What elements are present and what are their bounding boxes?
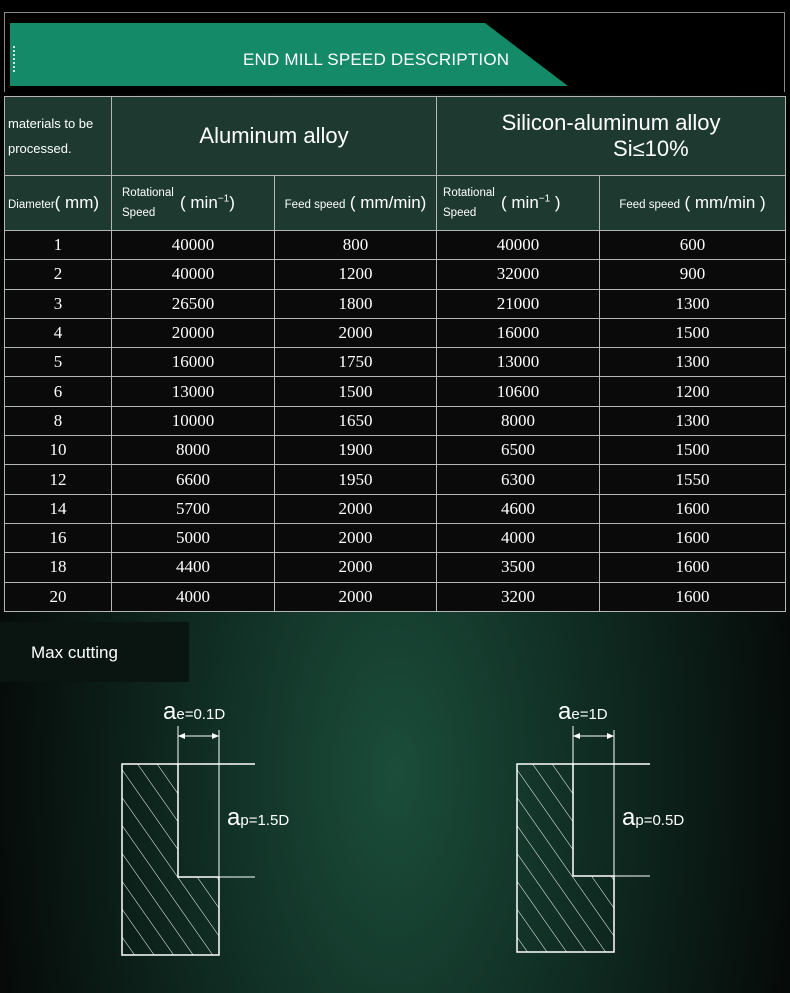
diameter-cell: 6 (5, 377, 112, 406)
al-feed-speed-cell: 1800 (275, 289, 437, 318)
al-rotational-speed-cell: 10000 (112, 406, 275, 435)
rotational-unit-exp: −1 (217, 193, 230, 205)
ae-label-left (163, 698, 225, 726)
si-rotational-speed-cell: 21000 (437, 289, 600, 318)
al-feed-speed-cell: 1900 (275, 436, 437, 465)
al-feed-speed-cell: 1950 (275, 465, 437, 494)
rotational-unit-exp: −1 (538, 193, 551, 205)
feed-label-1: Feed speed (284, 199, 346, 211)
si-feed-speed-cell: 1500 (600, 436, 786, 465)
si-rotational-speed-cell: 10600 (437, 377, 600, 406)
si-feed-speed-cell: 1300 (600, 289, 786, 318)
al-rotational-speed-cell: 4400 (112, 553, 275, 582)
si-feed-speed-cell: 1200 (600, 377, 786, 406)
rotational-speed-label-2 (443, 183, 501, 223)
cutting-diagram-right (500, 690, 770, 970)
diameter-header (5, 176, 112, 231)
table-row (5, 582, 786, 611)
rotational-unit-close: ) (550, 193, 561, 212)
cutting-diagram-left (105, 690, 375, 970)
si-rotational-speed-cell: 6500 (437, 436, 600, 465)
si-feed-speed-cell: 600 (600, 231, 786, 260)
table-row (5, 289, 786, 318)
feed-speed-header-2 (600, 176, 786, 231)
rotational-label-line2: Speed (443, 207, 477, 219)
al-rotational-speed-cell: 13000 (112, 377, 275, 406)
column-header-row (5, 176, 786, 231)
si-rotational-speed-cell: 16000 (437, 318, 600, 347)
si-rotational-speed-cell: 13000 (437, 348, 600, 377)
banner-title: END MILL SPEED DESCRIPTION (243, 50, 510, 69)
si-feed-speed-cell: 1600 (600, 553, 786, 582)
rotational-label-line1: Rotational (122, 187, 174, 199)
al-feed-speed-cell: 2000 (275, 494, 437, 523)
rotational-unit-base: ( min (180, 193, 218, 212)
al-rotational-speed-cell: 16000 (112, 348, 275, 377)
si-feed-speed-cell: 1300 (600, 406, 786, 435)
table-row (5, 348, 786, 377)
si-rotational-speed-cell: 8000 (437, 406, 600, 435)
ae-label-right (558, 698, 608, 726)
al-feed-speed-cell: 1750 (275, 348, 437, 377)
si-rotational-speed-cell: 6300 (437, 465, 600, 494)
table-row (5, 377, 786, 406)
aluminum-alloy-header: Aluminum alloy (112, 97, 437, 176)
diameter-cell: 20 (5, 582, 112, 611)
table-row (5, 260, 786, 289)
al-rotational-speed-cell: 40000 (112, 231, 275, 260)
table-row (5, 318, 786, 347)
si-feed-speed-cell: 1300 (600, 348, 786, 377)
rotational-speed-header-2 (437, 176, 600, 231)
diameter-unit: ( mm) (54, 193, 100, 212)
si-feed-speed-cell: 1600 (600, 523, 786, 552)
data-rows (5, 231, 786, 612)
si-rotational-speed-cell: 3200 (437, 582, 600, 611)
si-feed-speed-cell: 1550 (600, 465, 786, 494)
diameter-cell: 10 (5, 436, 112, 465)
al-rotational-speed-cell: 4000 (112, 582, 275, 611)
al-feed-speed-cell: 1650 (275, 406, 437, 435)
arrow-left-icon (178, 733, 185, 739)
rotational-label-line2: Speed (122, 207, 156, 219)
si-feed-speed-cell: 1600 (600, 494, 786, 523)
diameter-cell: 16 (5, 523, 112, 552)
ap-label-right (622, 804, 684, 832)
table-row (5, 231, 786, 260)
diameter-cell: 4 (5, 318, 112, 347)
al-rotational-speed-cell: 40000 (112, 260, 275, 289)
al-rotational-speed-cell: 5000 (112, 523, 275, 552)
materials-label-line1: materials to be (8, 116, 94, 131)
rotational-speed-header-1 (112, 176, 275, 231)
rotational-unit-1 (180, 193, 235, 213)
diameter-cell: 8 (5, 406, 112, 435)
max-cutting-label: Max cutting (31, 643, 118, 662)
table-row (5, 465, 786, 494)
feed-unit-1: ( mm/min) (349, 193, 427, 212)
si-feed-speed-cell: 1600 (600, 582, 786, 611)
ap-symbol: a (622, 804, 636, 831)
al-rotational-speed-cell: 26500 (112, 289, 275, 318)
diameter-cell: 1 (5, 231, 112, 260)
ap-symbol: a (227, 804, 241, 831)
rotational-unit-2 (501, 193, 561, 213)
si-rotational-speed-cell: 32000 (437, 260, 600, 289)
silicon-alloy-name: Silicon-aluminum alloy (501, 110, 721, 135)
ae-symbol: a (558, 698, 572, 725)
si-rotational-speed-cell: 40000 (437, 231, 600, 260)
al-feed-speed-cell: 1500 (275, 377, 437, 406)
al-feed-speed-cell: 800 (275, 231, 437, 260)
si-rotational-speed-cell: 4000 (437, 523, 600, 552)
al-feed-speed-cell: 2000 (275, 582, 437, 611)
diameter-cell: 18 (5, 553, 112, 582)
ae-value: e=1D (571, 706, 608, 723)
al-feed-speed-cell: 2000 (275, 553, 437, 582)
workpiece-shape (517, 764, 614, 952)
table-row (5, 523, 786, 552)
diameter-cell: 14 (5, 494, 112, 523)
ae-symbol: a (163, 698, 177, 725)
diameter-cell: 12 (5, 465, 112, 494)
rotational-unit-base: ( min (501, 193, 539, 212)
table-row (5, 406, 786, 435)
diameter-cell: 5 (5, 348, 112, 377)
al-rotational-speed-cell: 5700 (112, 494, 275, 523)
al-rotational-speed-cell: 20000 (112, 318, 275, 347)
diameter-cell: 3 (5, 289, 112, 318)
si-rotational-speed-cell: 4600 (437, 494, 600, 523)
arrow-left-icon (573, 733, 580, 739)
table-row (5, 553, 786, 582)
workpiece-shape (122, 764, 219, 955)
si-rotational-speed-cell: 3500 (437, 553, 600, 582)
materials-label-line2: processed. (8, 141, 72, 156)
si-feed-speed-cell: 900 (600, 260, 786, 289)
feed-label-2: Feed speed (619, 199, 681, 211)
silicon-limit: Si≤10% (613, 136, 689, 161)
rotational-speed-label-1 (122, 183, 180, 223)
rotational-label-line1: Rotational (443, 187, 495, 199)
ap-value: p=1.5D (240, 812, 290, 829)
ap-label-left (227, 804, 289, 832)
ae-value: e=0.1D (176, 706, 226, 723)
feed-unit-2: ( mm/min ) (684, 193, 766, 212)
arrow-right-icon (607, 733, 614, 739)
material-header-row (5, 97, 786, 176)
diameter-label: Diameter (8, 199, 55, 211)
arrow-right-icon (212, 733, 219, 739)
al-rotational-speed-cell: 8000 (112, 436, 275, 465)
al-feed-speed-cell: 1200 (275, 260, 437, 289)
al-feed-speed-cell: 2000 (275, 523, 437, 552)
ap-value: p=0.5D (635, 812, 685, 829)
si-feed-speed-cell: 1500 (600, 318, 786, 347)
diameter-cell: 2 (5, 260, 112, 289)
al-feed-speed-cell: 2000 (275, 318, 437, 347)
al-rotational-speed-cell: 6600 (112, 465, 275, 494)
rotational-unit-close: ) (229, 193, 235, 212)
silicon-aluminum-alloy-header (437, 97, 786, 176)
speed-table (4, 96, 786, 612)
materials-label-cell (5, 97, 112, 176)
table-row (5, 436, 786, 465)
feed-speed-header-1 (275, 176, 437, 231)
banner-mark (13, 46, 15, 72)
table-row (5, 494, 786, 523)
